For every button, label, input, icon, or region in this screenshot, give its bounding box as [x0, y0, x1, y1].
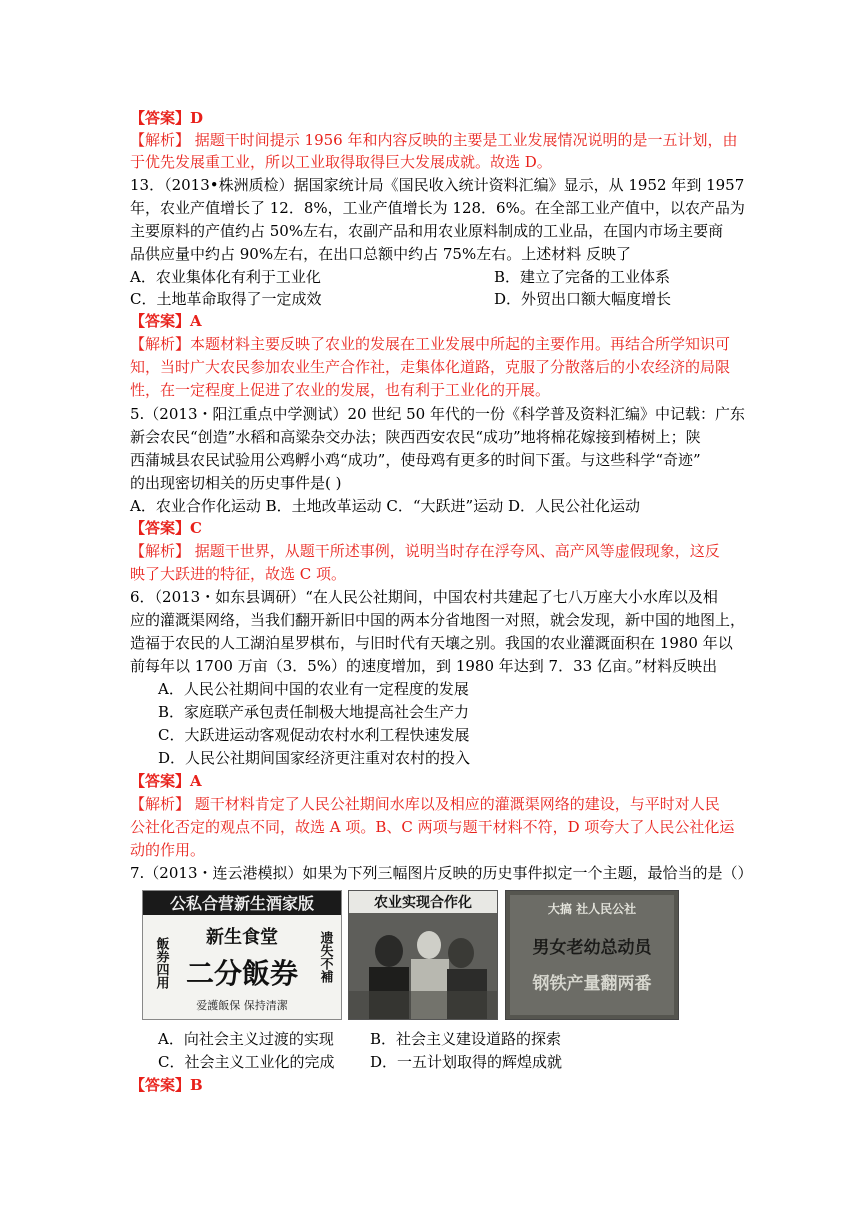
question-13-line: 品供应量中约占 90%左右，在出口总额中约占 75%左右。上述材料 反映了 — [130, 245, 631, 263]
question-13-line: 年，农业产值增长了 12．8%，工业产值增长为 128．6%。在全部工业产值中，以农产品为 — [130, 199, 745, 217]
question-6-line: 6．（2013・如东县调研）“在人民公社期间，中国农村共建起了七八万座大小水库以及相 — [130, 588, 718, 606]
answer-line: 【答案】A — [130, 312, 202, 330]
option-d: D．人民公社期间国家经济更注重对农村的投入 — [158, 749, 471, 767]
option-c: C．社会主义工业化的完成 — [158, 1053, 335, 1071]
question-5-line: 新会农民“创造”水稻和高粱杂交办法；陕西西安农民“成功”地将棉花嫁接到椿树上；陕 — [130, 428, 701, 446]
poster-middle-text: 男女老幼总动员 — [532, 938, 652, 958]
question-13-line: 13．（2013•株洲质检）据国家统计局《国民收入统计资料汇编》显示，从 1952 年到 1957 — [130, 176, 745, 194]
option-d: D．外贸出口额大幅度增长 — [494, 290, 672, 308]
question-5-line: 的出现密切相关的历史事件是( ) — [130, 474, 342, 492]
answer-line: 【答案】B — [130, 1076, 203, 1094]
ticket-bottom-text: 爱護飯保 保持清潔 — [196, 999, 288, 1012]
option-a: A．向社会主义过渡的实现 — [158, 1030, 334, 1048]
cooperation-photo — [348, 890, 498, 1020]
question-7-line: 7.（2013・连云港模拟）如果为下列三幅图片反映的历史事件拟定一个主题，最恰当的是（） — [130, 864, 753, 882]
ticket-title: 新生食堂 — [206, 927, 278, 948]
question-5-line: 西蒲城县农民试验用公鸡孵小鸡“成功”，使母鸡有更多的时间下蛋。与这些科学“奇迹” — [130, 451, 701, 469]
analysis-line: 【解析】本题材料主要反映了农业的发展在工业发展中所起的主要作用。再结合所学知识可 — [130, 335, 731, 353]
ticket-amount: 二分飯券 — [185, 957, 299, 990]
analysis-line: 性，在一定程度上促进了农业的发展，也有利于工业化的开展。 — [130, 381, 551, 399]
analysis-line: 映了大跃进的特征，故选 C 项。 — [130, 565, 347, 583]
option-b: B．建立了完备的工业体系 — [494, 268, 671, 286]
analysis-line: 知，当时广大农民参加农业生产合作社，走集体化道路，克服了分散落后的小农经济的局限 — [130, 358, 731, 376]
analysis-line: 动的作用。 — [130, 841, 206, 859]
option-a: A．农业集体化有利于工业化 — [130, 268, 321, 286]
option-c: C．土地革命取得了一定成效 — [130, 290, 322, 308]
analysis-line: 公社化否定的观点不同，故选 A 项。B、C 两项与题干材料不符，D 项夸大了人民公社化运 — [130, 818, 735, 836]
analysis-line: 于优先发展重工业，所以工业取得取得巨大发展成就。故选 D。 — [130, 153, 552, 171]
ticket-left-text: 飯券四用 — [153, 937, 169, 989]
option-c: C．大跃进运动客观促动农村水利工程快速发展 — [158, 726, 470, 744]
meal-ticket-image — [142, 890, 342, 1020]
question-5-line: 5.（2013・阳江重点中学测试）20 世纪 50 年代的一份《科学普及资料汇编》中记载：广东 — [130, 405, 745, 423]
analysis-line: 【解析】 据题干世界，从题干所述事例，说明当时存在浮夸风、高产风等虚假现象，这反 — [130, 542, 720, 560]
question-13-line: 主要原料的产值约占 50%左右，农副产品和用农业原料制成的工业品，在国内市场主要商 — [130, 222, 724, 240]
poster-top-text: 大搞 社人民公社 — [547, 902, 637, 916]
poster-bottom-text: 钢铁产量翻两番 — [532, 974, 652, 994]
answer-line: 【答案】D — [130, 109, 204, 127]
option-b: B．家庭联产承包责任制极大地提高社会生产力 — [158, 703, 470, 721]
option-row: A．农业合作化运动 B．土地改革运动 C．“大跃进”运动 D．人民公社化运动 — [130, 497, 641, 515]
ticket-right-text: 遗失不補 — [317, 931, 333, 983]
question-6-line: 前每年以 1700 万亩（3．5%）的速度增加，到 1980 年达到 7．33 亿亩。”材料反映出 — [130, 657, 718, 675]
option-b: B．社会主义建设道路的探索 — [370, 1030, 562, 1048]
question-6-line: 应的灌溉渠网络，当我们翻开新旧中国的两本分省地图一对照，就会发现，新中国的地图上， — [130, 611, 746, 629]
photo-caption: 农业实现合作化 — [374, 895, 472, 911]
option-d: D．一五计划取得的辉煌成就 — [370, 1053, 563, 1071]
option-a: A．人民公社期间中国的农业有一定程度的发展 — [158, 680, 469, 698]
analysis-line: 【解析】 题干材料肯定了人民公社期间水库以及相应的灌溉渠网络的建设，与平时对人民 — [130, 795, 720, 813]
question-6-line: 造福于农民的人工湖泊星罗棋布，与旧时代有天壤之别。我国的农业灌溉面积在 1980 年以 — [130, 634, 733, 652]
answer-line: 【答案】A — [130, 772, 202, 790]
answer-line: 【答案】C — [130, 519, 202, 537]
steel-poster-image — [505, 890, 679, 1020]
analysis-line: 【解析】 据题干时间提示 1956 年和内容反映的主要是工业发展情况说明的是一五计划，由 — [130, 131, 738, 149]
ticket-header: 公私合营新生酒家版 — [169, 894, 315, 913]
